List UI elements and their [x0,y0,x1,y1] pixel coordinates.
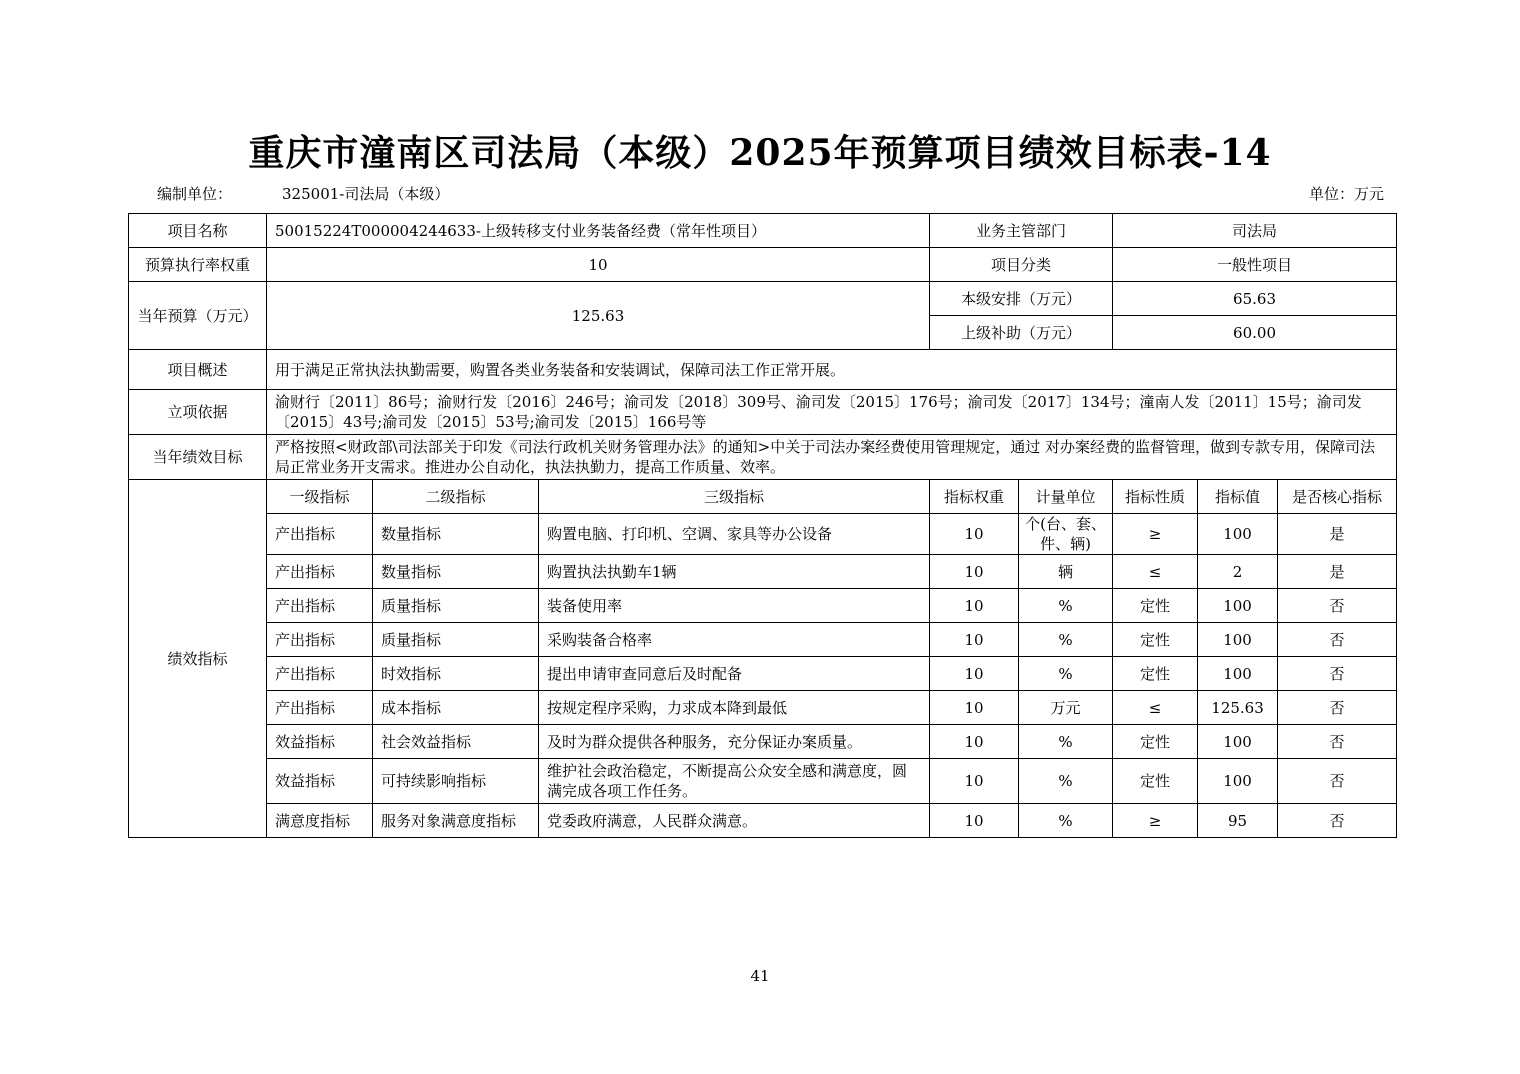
table-row [129,623,1397,657]
dept-label: 业务主管部门 [930,214,1113,248]
basis-value: 渝财行〔2011〕86号；渝财行发〔2016〕246号；渝司发〔2018〕309号、渝司发〔2015〕176号；渝司发〔2017〕134号；潼南人发〔2011〕15号；渝司发〔2015〕43号;渝司发〔2015〕53号;渝司发〔2015〕166号等 [267,390,1397,435]
value-cell: 100 [1198,759,1278,804]
value-cell: 125.63 [1198,691,1278,725]
value-cell: 100 [1198,725,1278,759]
level2-cell: 数量指标 [373,555,539,589]
value-cell: 95 [1198,804,1278,838]
unit-cell: % [1019,725,1113,759]
table-row [129,804,1397,838]
row-weight [129,248,1397,282]
core-cell: 否 [1278,657,1397,691]
category-label: 项目分类 [930,248,1113,282]
level3-cell: 采购装备合格率 [539,623,930,657]
level1-cell: 产出指标 [267,555,373,589]
weight-cell: 10 [930,657,1019,691]
level3-cell: 按规定程序采购，力求成本降到最低 [539,691,930,725]
value-cell: 2 [1198,555,1278,589]
level3-cell: 提出申请审查同意后及时配备 [539,657,930,691]
level2-cell: 时效指标 [373,657,539,691]
level2-cell: 质量指标 [373,589,539,623]
weight-cell: 10 [930,514,1019,555]
weight-cell: 10 [930,691,1019,725]
header-unit: 计量单位 [1019,480,1113,514]
table-row [129,657,1397,691]
compiling-unit [157,184,449,204]
nature-cell: ≥ [1113,514,1198,555]
weight-label: 预算执行率权重 [129,248,267,282]
level3-cell: 购置电脑、打印机、空调、家具等办公设备 [539,514,930,555]
table-row [129,725,1397,759]
goal-label: 当年绩效目标 [129,435,267,480]
level2-cell: 质量指标 [373,623,539,657]
core-cell: 是 [1278,555,1397,589]
subsidy-label: 上级补助（万元） [930,316,1113,350]
indicators-section-label: 绩效指标 [129,480,267,838]
unit-cell: % [1019,589,1113,623]
currency-unit: 单位：万元 [1308,185,1384,203]
compiling-unit-value: 325001-司法局（本级） [282,185,450,203]
level1-cell: 产出指标 [267,514,373,555]
local-label: 本级安排（万元） [930,282,1113,316]
level1-cell: 产出指标 [267,589,373,623]
header-level3: 三级指标 [539,480,930,514]
row-overview [129,350,1397,390]
local-value: 65.63 [1113,282,1397,316]
level1-cell: 效益指标 [267,759,373,804]
nature-cell: ≤ [1113,555,1198,589]
weight-cell: 10 [930,725,1019,759]
core-cell: 否 [1278,759,1397,804]
level2-cell: 服务对象满意度指标 [373,804,539,838]
header-value: 指标值 [1198,480,1278,514]
level3-cell: 及时为群众提供各种服务，充分保证办案质量。 [539,725,930,759]
level2-cell: 数量指标 [373,514,539,555]
value-cell: 100 [1198,589,1278,623]
table-row [129,514,1397,555]
nature-cell: 定性 [1113,589,1198,623]
weight-cell: 10 [930,623,1019,657]
budget-label: 当年预算（万元） [129,282,267,350]
unit-cell: % [1019,657,1113,691]
overview-value: 用于满足正常执法执勤需要，购置各类业务装备和安装调试，保障司法工作正常开展。 [267,350,1397,390]
table-row [129,589,1397,623]
level1-cell: 满意度指标 [267,804,373,838]
level1-cell: 产出指标 [267,623,373,657]
unit-cell: % [1019,759,1113,804]
header-core: 是否核心指标 [1278,480,1397,514]
table-row [129,691,1397,725]
level3-cell: 购置执法执勤车1辆 [539,555,930,589]
page-title: 重庆市潼南区司法局（本级）2025年预算项目绩效目标表-14 [248,132,1272,174]
level1-cell: 效益指标 [267,725,373,759]
value-cell: 100 [1198,657,1278,691]
row-basis [129,390,1397,435]
header-level1: 一级指标 [267,480,373,514]
indicator-header-row [129,480,1397,514]
level1-cell: 产出指标 [267,691,373,725]
nature-cell: 定性 [1113,623,1198,657]
weight-value: 10 [267,248,930,282]
nature-cell: ≤ [1113,691,1198,725]
core-cell: 是 [1278,514,1397,555]
core-cell: 否 [1278,691,1397,725]
level2-cell: 可持续影响指标 [373,759,539,804]
level2-cell: 成本指标 [373,691,539,725]
unit-cell: % [1019,804,1113,838]
core-cell: 否 [1278,623,1397,657]
level3-cell: 党委政府满意，人民群众满意。 [539,804,930,838]
project-name-value: 50015224T000004244633-上级转移支付业务装备经费（常年性项目） [267,214,930,248]
level3-cell: 维护社会政治稳定，不断提高公众安全感和满意度，圆满完成各项工作任务。 [539,759,930,804]
level2-cell: 社会效益指标 [373,725,539,759]
row-budget [129,282,1397,316]
basis-label: 立项依据 [129,390,267,435]
row-goal [129,435,1397,480]
core-cell: 否 [1278,589,1397,623]
core-cell: 否 [1278,725,1397,759]
unit-cell: 辆 [1019,555,1113,589]
nature-cell: ≥ [1113,804,1198,838]
nature-cell: 定性 [1113,725,1198,759]
performance-table [128,213,1397,838]
row-project-name [129,214,1397,248]
category-value: 一般性项目 [1113,248,1397,282]
core-cell: 否 [1278,804,1397,838]
weight-cell: 10 [930,759,1019,804]
level1-cell: 产出指标 [267,657,373,691]
value-cell: 100 [1198,623,1278,657]
project-name-label: 项目名称 [129,214,267,248]
unit-cell: 万元 [1019,691,1113,725]
header-weight: 指标权重 [930,480,1019,514]
budget-value: 125.63 [267,282,930,350]
nature-cell: 定性 [1113,657,1198,691]
level3-cell: 装备使用率 [539,589,930,623]
page-number: 41 [750,967,770,985]
unit-cell: 个(台、套、件、辆) [1019,514,1113,555]
subsidy-value: 60.00 [1113,316,1397,350]
overview-label: 项目概述 [129,350,267,390]
compiling-unit-label: 编制单位： [157,185,233,203]
weight-cell: 10 [930,555,1019,589]
table-row [129,555,1397,589]
dept-value: 司法局 [1113,214,1397,248]
unit-cell: % [1019,623,1113,657]
value-cell: 100 [1198,514,1278,555]
nature-cell: 定性 [1113,759,1198,804]
weight-cell: 10 [930,804,1019,838]
table-row [129,759,1397,804]
goal-value: 严格按照<财政部\司法部关于印发《司法行政机关财务管理办法》的通知>中关于司法办案经费使用管理规定，通过 对办案经费的监督管理，做到专款专用，保障司法局正常业务开支需求。推进办公自动化，执法执勤力，提高工作质量、效率。 [267,435,1397,480]
header-nature: 指标性质 [1113,480,1198,514]
header-level2: 二级指标 [373,480,539,514]
weight-cell: 10 [930,589,1019,623]
